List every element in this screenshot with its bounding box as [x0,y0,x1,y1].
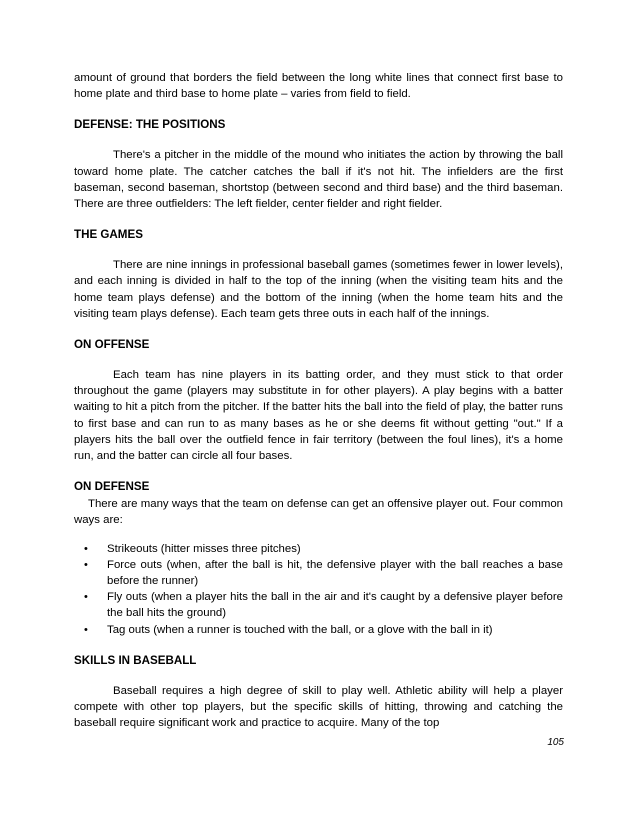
heading-defense-positions: DEFENSE: THE POSITIONS [74,118,226,132]
list-item-text: Strikeouts (hitter misses three pitches) [107,542,301,555]
bullet-icon: • [84,623,88,636]
paragraph-on-defense-intro: There are many ways that the team on defense can get an offensive player out. Four common ways are: [74,498,563,527]
paragraph-skills-in-baseball: Baseball requires a high degree of skill to play well. Athletic ability will help a player compete with other top players, but the specific skills of hitting, throwing and catching the baseball require significant work and practice to acquire. Many of the top [74,684,563,730]
heading-on-defense: ON DEFENSE [74,480,150,494]
list-item-text: Tag outs (when a runner is touched with the ball, or a glove with the ball in it) [107,623,493,636]
paragraph-the-games: There are nine innings in professional baseball games (sometimes fewer in lower levels), and each inning is divided in half to the top of the inning (when the visiting team hits and the home team plays defense) and the bottom of the inning (when the home team hits and the visiting team plays defense). Each team gets three outs in each half of the innings. [74,259,563,320]
list-item [74,589,563,621]
defense-outs-list [74,541,563,638]
bullet-icon: • [84,591,88,604]
intro-continuation: amount of ground that borders the field between the long white lines that connect first base to home plate and third base to home plate – varies from field to field. [74,72,563,101]
page-number: 105 [547,737,564,748]
list-item [74,622,563,638]
bullet-icon: • [84,542,88,555]
paragraph-defense-positions: There's a pitcher in the middle of the mound who initiates the action by throwing the ball toward home plate. The catcher catches the ball if it's not hit. The infielders are the first baseman, second baseman, shortstop (between second and third base) and the third baseman. There are three outfielders: The left fielder, center fielder and right fielder. [74,149,563,211]
list-item [74,557,563,589]
paragraph-on-offense: Each team has nine players in its batting order, and they must stick to that order throughout the game (players may substitute in for other players). A play begins with a batter waiting to hit a pitch from the pitcher. If the batter hits the ball into the field of play, the batter runs to first base and can run to as many bases as he or she deems fit without getting "out." If a players hits the ball over the outfield fence in fair territory (between the foul lines), it's a home run, and the batter can circle all four bases. [74,369,563,463]
heading-the-games: THE GAMES [74,228,143,242]
heading-on-offense: ON OFFENSE [74,338,150,352]
document-page [74,70,563,731]
bullet-icon: • [84,558,88,571]
list-item-text: Force outs (when, after the ball is hit, the defensive player with the ball reaches a base before the runner) [107,558,563,588]
heading-skills-in-baseball: SKILLS IN BASEBALL [74,653,197,667]
list-item-text: Fly outs (when a player hits the ball in the air and it's caught by a defensive player before the ball hits the ground) [107,591,563,620]
list-item [74,541,563,557]
